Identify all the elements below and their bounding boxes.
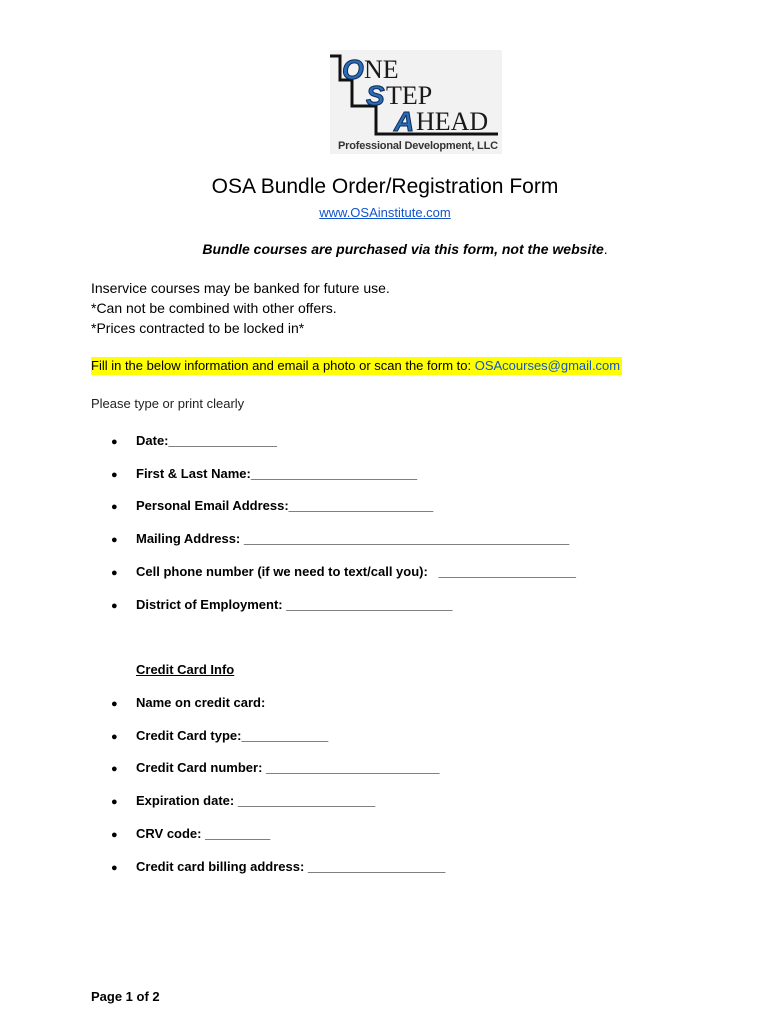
page-number: Page 1 of 2 [91,989,160,1004]
logo-word-step: TEP [386,81,433,110]
bullet-icon: ● [111,796,118,808]
bullet-icon: ● [111,501,118,513]
page-title: OSA Bundle Order/Registration Form [211,175,559,198]
company-logo [330,50,502,154]
instruction-highlight [91,357,622,375]
bullet-icon: ● [111,763,118,775]
field-district [111,597,453,614]
logo-word-one: NE [364,55,399,84]
field-card-number [111,760,440,777]
bullet-icon: ● [111,862,118,874]
instruction-text: Fill in the below information and email a photo or scan the form to: [91,358,475,373]
logo-cap-a: A [394,106,415,137]
credit-card-heading: Credit Card Info [136,662,235,677]
field-card-type [111,728,328,745]
logo-word-ahead: HEAD [416,107,489,136]
field-label: Credit Card type:____________ [136,728,329,743]
purchase-note-text: Bundle courses are purchased via this form, not the website [202,241,604,257]
field-label: CRV code: _________ [136,826,271,841]
field-date [111,433,277,450]
contact-email-link[interactable]: OSAcourses@gmail.com [474,358,621,373]
logo-tagline: Professional Development, LLC [338,140,498,152]
field-crv [111,826,270,843]
field-label: Mailing Address: _____________________________________________ [136,531,570,546]
field-name [111,466,417,483]
field-label: Credit Card number: ________________________ [136,760,440,775]
field-label: Cell phone number (if we need to text/call you): ___________________ [136,564,577,579]
bullet-icon: ● [111,436,118,448]
bullet-icon: ● [111,731,118,743]
field-email [111,498,433,515]
bullet-icon: ● [111,829,118,841]
field-label: First & Last Name:_______________________ [136,466,418,481]
website-link[interactable]: www.OSAinstitute.com [319,205,451,220]
field-label: Personal Email Address:____________________ [136,498,434,513]
field-label: Name on credit card: [136,695,266,710]
bullet-icon: ● [111,600,118,612]
field-billing-address [111,859,445,876]
logo-cap-o: O [342,54,364,85]
logo-cap-s: S [366,80,385,111]
field-cell-phone [111,564,576,581]
bullet-icon: ● [111,469,118,481]
field-label: District of Employment: _______________________ [136,597,453,612]
intro-line: *Prices contracted to be locked in* [91,320,305,336]
intro-line: Inservice courses may be banked for future use. [91,280,390,296]
field-mailing-address [111,531,569,548]
bullet-icon: ● [111,567,118,579]
field-label: Expiration date: ___________________ [136,793,376,808]
field-label: Credit card billing address: ___________________ [136,859,446,874]
print-note: Please type or print clearly [91,396,245,411]
field-label: Date:_______________ [136,433,277,448]
purchase-note-period: . [603,241,608,257]
purchase-note [0,240,770,258]
bullet-icon: ● [111,534,118,546]
field-expiration [111,793,375,810]
bullet-icon: ● [111,698,118,710]
field-card-name [111,695,265,712]
intro-line: *Can not be combined with other offers. [91,300,337,316]
